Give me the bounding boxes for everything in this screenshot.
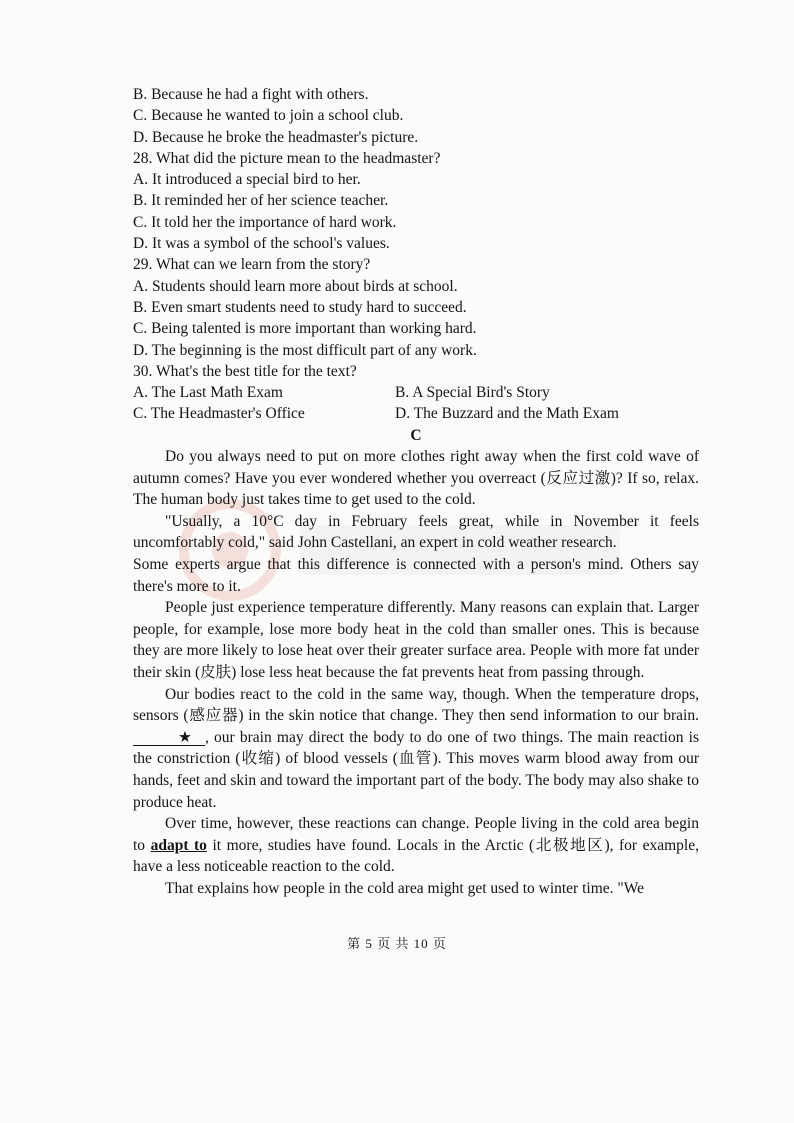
q29-stem: 29. What can we learn from the story? — [133, 256, 371, 274]
q30-options-row-1 — [133, 382, 699, 403]
q28-option-a: A. It introduced a special bird to her. — [133, 171, 361, 189]
q29-option-a: A. Students should learn more about birds at school. — [133, 277, 458, 295]
q29-option-b: B. Even smart students need to study hard to succeed. — [133, 298, 467, 316]
q27-option-c: C. Because he wanted to join a school club. — [133, 107, 404, 125]
underlined-phrase: adapt to — [150, 836, 207, 854]
passage-paragraph-1: Do you always need to put on more clothes right away when the first cold wave of autumn comes? Have you ever wondered whether you overreact (反应过激)? If so, relax. The human body just takes time to get used to the cold. — [133, 448, 699, 509]
q29-option-d: D. The beginning is the most difficult part of any work. — [133, 341, 477, 359]
passage-paragraph-7: That explains how people in the cold area might get used to winter time. "We — [165, 879, 644, 897]
q28-option-b: B. It reminded her of her science teacher. — [133, 192, 389, 210]
q30-option-d: D. The Buzzard and the Math Exam — [395, 405, 619, 423]
passage-paragraph-5 — [133, 684, 699, 814]
p6-text-before: Over time, however, these reactions can change. People living in the cold area begin to — [133, 815, 699, 854]
question-28 — [133, 148, 699, 254]
page-number-footer: 第 5 页 共 10 页 — [347, 936, 447, 951]
q30-option-a: A. The Last Math Exam — [133, 384, 283, 402]
page-content — [133, 84, 699, 900]
passage-paragraph-4: People just experience temperature differently. Many reasons can explain that. Larger people, for example, lose more body heat in the cold than smaller ones. This is because they are more likely to lose heat over their greater surface area. People with more fat under their skin (皮肤) lose less heat because the fat prevents heat from passing through. — [133, 599, 699, 681]
p6-text-after: it more, studies have found. Locals in the Arctic (北极地区), for example, have a less noticeable reaction to the cold. — [133, 836, 699, 876]
passage-paragraph-6 — [133, 813, 699, 878]
passage-paragraph-3: Some experts argue that this difference is connected with a person's mind. Others say there's more to it. — [133, 556, 699, 595]
p5-text-before-blank: Our bodies react to the cold in the same way, though. When the temperature drops, sensors (感应器) in the skin notice that change. They then send information to our brain. — [133, 685, 699, 725]
q29-option-c: C. Being talented is more important than working hard. — [133, 320, 477, 338]
q28-stem: 28. What did the picture mean to the headmaster? — [133, 149, 441, 167]
p5-text-after-blank: , our brain may direct the body to do one of two things. The main reaction is the constriction (收缩) of blood vessels (血管). This moves warm blood away from our hands, feet and skin and toward the important part of the body. The body may also shake to produce heat. — [133, 728, 699, 811]
q27-option-d: D. Because he broke the headmaster's picture. — [133, 128, 419, 146]
question-27-options — [133, 84, 699, 148]
q27-option-b: B. Because he had a fight with others. — [133, 86, 369, 103]
q28-option-c: C. It told her the importance of hard work. — [133, 213, 397, 231]
question-29 — [133, 254, 699, 360]
q30-option-c: C. The Headmaster's Office — [133, 405, 305, 423]
passage-c-label: C — [410, 426, 422, 444]
q30-options-row-2 — [133, 403, 699, 424]
q30-option-b: B. A Special Bird's Story — [395, 384, 550, 402]
passage-paragraph-2: "Usually, a 10°C day in February feels great, while in November it feels uncomfortably cold," said John Castellani, an expert in cold weather research. — [133, 512, 699, 552]
star-blank: ★ — [133, 730, 205, 746]
q30-stem: 30. What's the best title for the text? — [133, 362, 357, 380]
passage-c — [133, 446, 699, 899]
question-30 — [133, 361, 699, 425]
q28-option-d: D. It was a symbol of the school's values. — [133, 235, 390, 253]
